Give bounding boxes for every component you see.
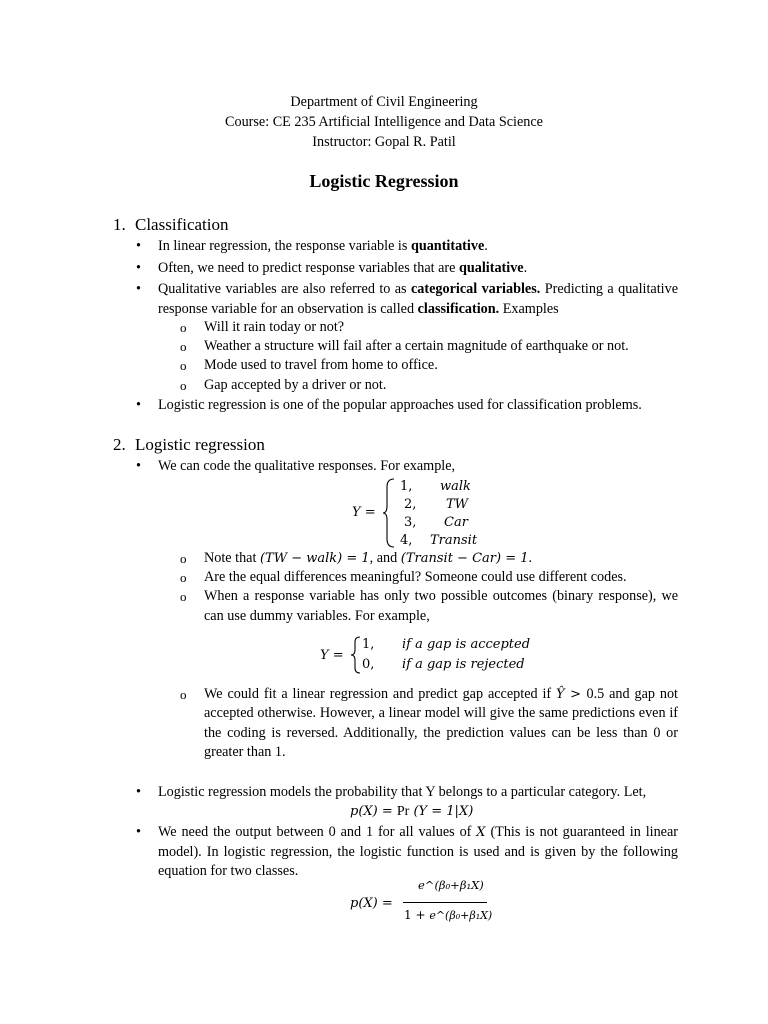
bullet-probability: • Logistic regression models the probability that Y belongs to a particular category. Let, (158, 783, 678, 803)
document-page: Department of Civil Engineering Course: CE 235 Artificial Intelligence and Data Science Instructor: Gopal R. Patil Logistic Regression 1. Classification • In linear regression, the response variable is quantitative. • Often, we need to predict response variables that are qualitative. • Qualitative variables are also referred to as categorical variables. Predicting a qualitative response variable for an observation is called classification. Examples o Will it rain today or not? o Weather a structure will fail after a certain magnitude of earthquake or not. o Mode used to travel from home to office. o Gap accepted by a driver or not. • Logistic regression is one of the popular approaches used for classification problems. 2. Logistic regression • We can code the qualitative responses. For example, Y = 1, walk 2, TW 3, Car 4, Transit o Note that (TW − walk) = 1, and (Transit − Car) = 1. o Are the equal differences meaningful? Someone could use different codes. o When a response variable has only two possible outcomes (binary response), we can use dummy variables. For example, Y = 1, if a gap is accepted 0, if a gap is rejected o We could fit a linear regression and predict gap accepted if Ŷ > 0.5 and gap not accepted otherwise. However, a linear model will give the same predictions even if the coding is reversed. Additionally, the prediction values can be less than 0 or greater than 1. • Logistic regression models the probability that Y belongs to a particular category. Let, p(X) = Pr (Y = 1|X) • We need the output between 0 and 1 for all values of X (This is not guaranteed in linear model). In logistic regression, the logistic function is used and is given by the following equation for two classes. p(X) = e^(β₀+β₁X) 1 + e^(β₀+β₁X) (0, 0, 768, 1024)
note-binary-response: o When a response variable has only two possible outcomes (binary response), we can use dummy variables. For example, (204, 587, 678, 626)
bullet-categorical: • Qualitative variables are also referred to as categorical variables. Predicting a qualitative response variable for an observation is called classification. Examples (158, 280, 678, 319)
example-item: o Will it rain today or not? (204, 318, 678, 338)
section-title: Logistic regression (135, 435, 265, 454)
document-header (0, 92, 768, 152)
note-equal-differences: o Are the equal differences meaningful? Someone could use different codes. (204, 568, 678, 588)
example-item: o Weather a structure will fail after a certain magnitude of earthquake or not. (204, 337, 678, 357)
page-title: Logistic Regression (309, 171, 459, 191)
fraction-numerator: e^(β₀+β₁X) (418, 878, 484, 892)
example-item: o Gap accepted by a driver or not. (204, 376, 678, 396)
section-number: 2. (113, 435, 126, 454)
note-linear-model-issue: o We could fit a linear regression and predict gap accepted if Ŷ > 0.5 and gap not accepted otherwise. However, a linear model will give the same predictions even if the coding is reversed. Additionally, the prediction values can be less than 0 or greater than 1. (204, 685, 678, 763)
course-line: Course: CE 235 Artificial Intelligence and Data Science (225, 114, 543, 130)
section-number: 1. (113, 215, 126, 234)
bullet-qualitative: • Often, we need to predict response variables that are qualitative. (158, 259, 678, 279)
bullet-logistic-popular: • Logistic regression is one of the popular approaches used for classification problems. (158, 396, 678, 416)
department-line: Department of Civil Engineering (290, 94, 478, 110)
left-brace (350, 636, 362, 674)
bullet-code-responses: • We can code the qualitative responses. For example, (158, 457, 678, 477)
note-differences: o Note that (TW − walk) = 1, and (Transit − Car) = 1. (204, 549, 678, 569)
fraction-bar (403, 902, 487, 903)
fraction-denominator: 1 + e^(β₀+β₁X) (404, 908, 493, 922)
section-title: Classification (135, 215, 229, 234)
equation-probability: p(X) = Pr (Y = 1|X) (350, 804, 474, 819)
bullet-quantitative: • In linear regression, the response variable is quantitative. (158, 237, 678, 257)
instructor-line: Instructor: Gopal R. Patil (312, 134, 456, 150)
bullet-output-range: • We need the output between 0 and 1 for all values of X (This is not guaranteed in linear model). In logistic regression, the logistic function is used and is given by the following equation for two classes. (158, 823, 678, 882)
left-brace (382, 478, 396, 548)
example-item: o Mode used to travel from home to office. (204, 356, 678, 376)
